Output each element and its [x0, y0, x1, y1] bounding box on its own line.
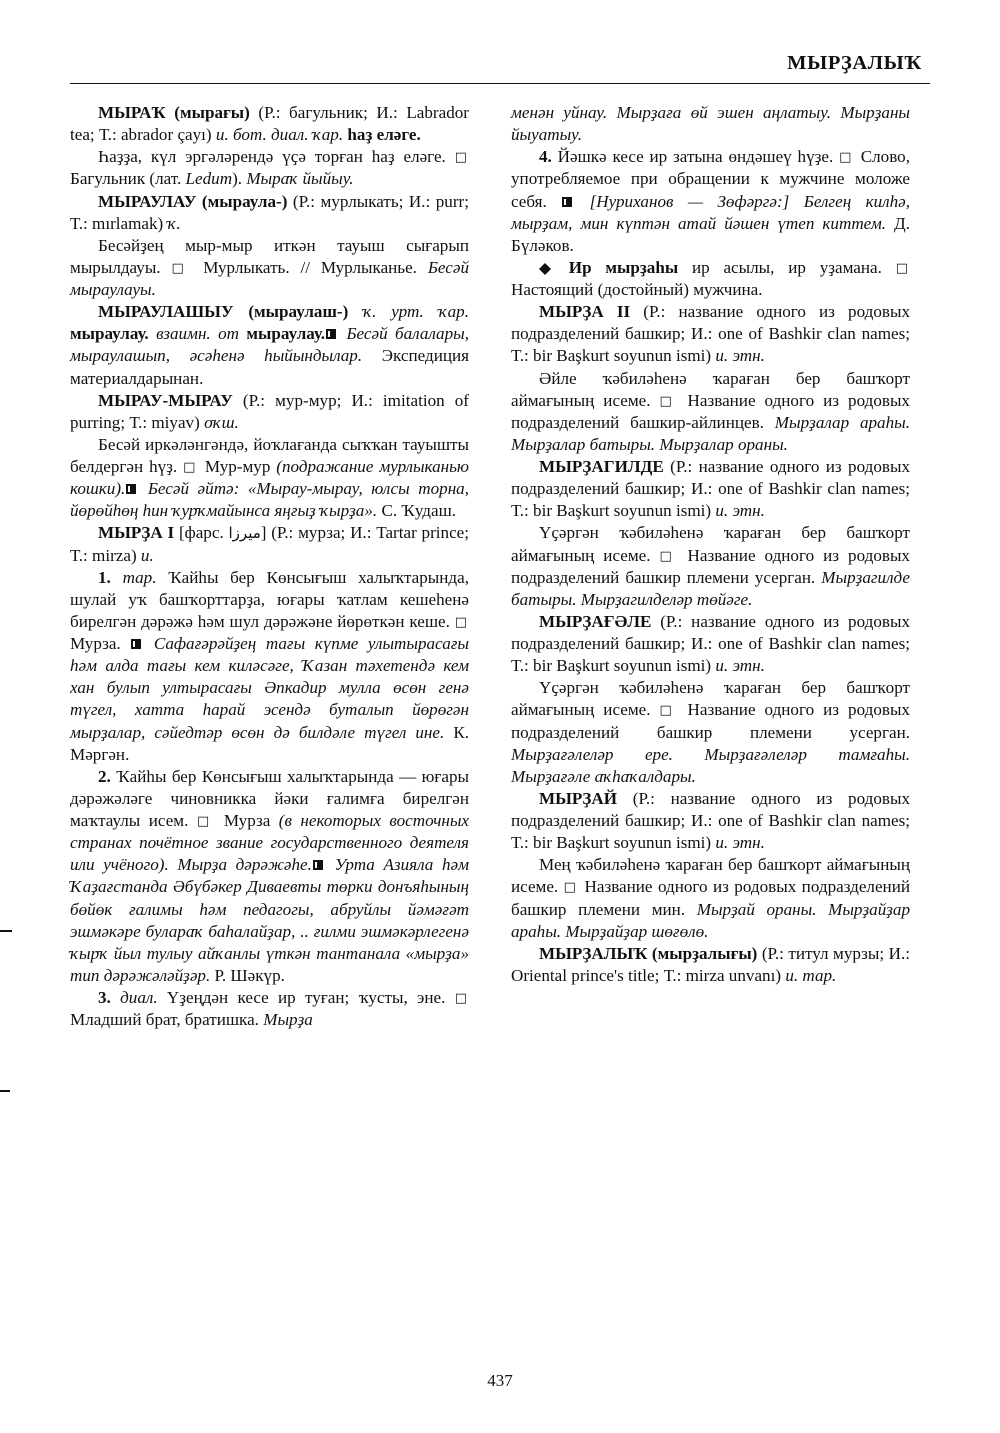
body-text: Ҡайһы бер Көнсығыш халыҡтарында, шулай уҡ башҡорттарҙа, юғары ҡатлам кешеһенә бирелгән дәрәжә һәм шул дәрәжәне йөрөткән кеше. [70, 567, 469, 631]
italic-text: Урта Азияла һәм Ҡаҙағстанда Әбүбәкер Диваевты төрки донъяһының бөйөк ғалимы һәм педагогы, абруйлы йәмәғәт эшмәкәре булараҡ баһалайҙар, .. ғилми эшмәкәрлегенә ҡырҡ йыл тулыу айҡанлы үткән тантанала «мырҙа» тип дәрәжәләйҙәр. [70, 855, 469, 985]
headword: 1. [98, 567, 111, 587]
italic-text: Мырҙай ораны. Мырҙайҙар араһы. Мырҙайҙар шөғөлө. [511, 899, 911, 941]
headword: МЫРАУ-МЫРАУ [98, 390, 233, 410]
body-text: Әйле ҡәбиләһенә ҡараған бер башҡорт аймағының исеме. [511, 368, 910, 410]
body-text: Йәшкә кесе ир затына өндәшеү һүҙе. [551, 147, 840, 167]
arabic-etymology: ميرزا [228, 524, 261, 543]
dict-entry [70, 987, 469, 1031]
dict-entry [70, 235, 469, 301]
headword: МЫРҘАЛЫҠ (мырҙалығы) [539, 943, 758, 963]
dict-entry [511, 102, 910, 146]
open-square-icon: □ [839, 150, 853, 166]
dict-entry [70, 301, 469, 390]
italic-text: Мырҙа [263, 1010, 313, 1030]
dict-entry [511, 611, 910, 677]
headword: МЫРҘА I [98, 523, 175, 543]
body-text: Мурза [215, 811, 279, 830]
body-text: Д. Бүләков. [511, 213, 910, 255]
filled-square-icon [326, 329, 336, 339]
body-text: [фарс. [174, 523, 229, 543]
headword: МЫРҘАГИЛДЕ [539, 457, 664, 476]
dict-entry [70, 191, 469, 235]
body-text: Үҫәргән ҡәбиләһенә ҡараған бер башҡорт аймағының исеме. [511, 523, 910, 565]
headword: Ир мырҙаһы [555, 257, 679, 277]
body-text: (Р.: багульник; И.: Labrador tea; Т.: abrador çayı) [70, 103, 470, 145]
open-square-icon: □ [171, 260, 191, 276]
italic-text: (подражание мурлыканью кошки). [70, 457, 469, 499]
open-square-icon: □ [659, 548, 677, 564]
italic-text: Ledum [185, 169, 233, 189]
filled-square-icon [313, 860, 323, 870]
italic-text: Мыраҡ йыйыу. [246, 169, 354, 189]
dict-entry [511, 522, 910, 611]
headword: МЫРҘАЙ [539, 788, 618, 808]
dict-entry [70, 567, 469, 766]
dict-entry [511, 854, 910, 943]
body-text: Мурза. [70, 634, 131, 653]
body-text: Үҫәргән ҡәбиләһенә ҡараған бер башҡорт аймағының исеме. [511, 678, 910, 720]
body-text: Р. Шәкүр. [210, 965, 285, 985]
header-rule [70, 83, 930, 84]
body-text: Название одного из родовых подразделений башкир-айлинцев. [511, 390, 910, 432]
italic-text: и. этн. [715, 501, 765, 521]
body-text: К. Мәргән. [70, 722, 469, 764]
dict-entry [511, 788, 910, 854]
italic-text: Мырҙагилде батыры. Мырҙагилделәр төйәге. [511, 567, 910, 609]
body-text: (Р.: название одного из родовых подразделений башкир; И.: one of Bashkir clan names; Т.: bir Başkurt soyunun ismi) [511, 788, 910, 853]
body-text: Мур-мур [199, 457, 277, 476]
body-text: С. Ҡудаш. [377, 501, 457, 521]
open-square-icon: □ [563, 880, 578, 896]
column-left [70, 102, 469, 1031]
body-text: ир асылы, ир уҙамана. [678, 257, 896, 277]
italic-text: Бесәй мыраулауы. [70, 257, 469, 299]
dict-entry [511, 456, 910, 522]
italic-text: диал. [110, 988, 158, 1007]
crop-tick-left [0, 930, 12, 932]
open-square-icon: □ [454, 150, 467, 166]
body-text: ). [232, 169, 247, 189]
dict-entry [511, 301, 910, 367]
headword: МЫРҘА II [539, 302, 631, 322]
page-number: 437 [487, 1371, 513, 1390]
dict-entry [70, 766, 469, 987]
headword: һаҙ еләге. [343, 125, 421, 145]
body-text: Ҡайһы бер Көнсығыш халыҡтарында — юғары дәрәжәләге чиновникка йәки ғалимға бирелгән маҡтаулы исем. [70, 766, 469, 830]
body-text: Үҙеңдән кесе ир туған; ҡусты, эне. [157, 988, 455, 1007]
italic-text: Бесәй әйтә: «Мырау-мырау, юлсы торна, йөрөйһөң һин ҡурҡмайынса яңғыҙ ҡырҙа». [70, 479, 469, 521]
headword: 2. [98, 766, 111, 786]
dict-entry [70, 434, 469, 523]
dict-entry [70, 522, 469, 566]
body-text: Название одного из родовых подразделений башкир племени усерган. [511, 700, 910, 742]
body-text: (Р.: мур-мур; И.: imitation of purring; Т.: miyav) [70, 390, 469, 432]
headword: 3. [98, 988, 111, 1007]
body-text: Настоящий (достойный) мужчина. [511, 280, 763, 299]
italic-text: оҡш. [204, 412, 239, 432]
italic-text: и. этн. [715, 656, 765, 676]
body-text: (Р.: название одного из родовых подразделений башкир; И.: one of Bashkir clan names; Т.: bir Başkurt soyunun ismi) [511, 457, 910, 521]
open-square-icon: □ [196, 814, 214, 829]
dict-entry [70, 146, 469, 190]
dict-entry [511, 368, 910, 457]
body-text: Название одного из родовых подразделений башкир племени усерган. [511, 545, 910, 587]
italic-text: ҡ. урт. ҡар. [348, 302, 470, 322]
body-text: Һаҙҙа, күл эргәләрендә үҫә торған һаҙ еләге. [98, 147, 455, 167]
italic-text: Мырҙа дәрәжәһе. [168, 855, 312, 875]
body-text: Слово, употребляемое при обращении к мужчине моложе себя. [511, 147, 910, 211]
italic-text: взаимн. от [148, 324, 239, 344]
headword: мыраулау. [70, 324, 149, 344]
body-text: Экспедиция материалдарынан. [70, 346, 470, 388]
body-text: (Р.: название одного из родовых подразделений башкир; И.: one of Bashkir clan names; Т.: bir Başkurt soyunun ismi) [511, 302, 910, 366]
italic-text: Мырҙағәлеләр ере. Мырҙағәлеләр тамғаһы. Мырҙағәле аҡһаҡалдары. [511, 744, 910, 786]
dict-entry [511, 943, 910, 987]
dict-entry [511, 146, 910, 257]
filled-square-icon [131, 639, 141, 649]
open-square-icon: □ [895, 260, 908, 276]
dict-entry [70, 390, 469, 434]
italic-text: Бесәй балалары, мыраулашып, әсәһенә һыйындылар. [70, 324, 469, 366]
open-square-icon: □ [454, 991, 467, 1006]
body-text: Мең ҡәбиләһенә ҡараған бер башҡорт аймағының исеме. [511, 855, 910, 897]
italic-text: и. [140, 545, 154, 565]
body-text: Название одного из родовых подразделений башкир племени мин. [511, 877, 910, 919]
body-text: (Р.: мурлыкать; И.: purr; Т.: mırlamak) [70, 191, 469, 233]
running-head: МЫРҘАЛЫҠ [787, 52, 922, 74]
italic-text: и. тар. [785, 965, 837, 985]
body-text: ] (Р.: мурза; И.: Tartar prince; Т.: mirza) [70, 523, 470, 565]
italic-text: и. этн. [715, 833, 765, 853]
italic-text: (в некоторых восточных странах почётное звание государственного деятеля или учёного). [70, 811, 469, 875]
filled-square-icon [562, 197, 572, 207]
open-square-icon: □ [183, 460, 198, 475]
body-text: Мурлыкать. // Мурлыканье. [192, 257, 428, 277]
italic-text: [Нуриханов — Зөфәргә:] Белгең килһә, мырҙам, мин күптән атай йәшен үтеп киттем. [511, 191, 910, 233]
dict-entry [511, 257, 910, 301]
text-columns [70, 102, 930, 1031]
body-text: (Р.: титул мурзы; И.: Oriental prince's title; Т.: mirza unvanı) [511, 943, 910, 985]
body-text: Бесәй иркәләнгәндә, йоҡлағанда сыҡҡан тауышты белдергән һүҙ. [70, 434, 469, 476]
dict-entry [70, 102, 469, 146]
filled-square-icon [126, 484, 136, 494]
headword: мыраулау. [239, 324, 326, 344]
open-square-icon: □ [659, 393, 677, 409]
open-square-icon: □ [454, 614, 467, 630]
headword: МЫРАҠ (мырағы) [98, 103, 250, 122]
open-square-icon: □ [659, 703, 677, 719]
body-text: (Р.: название одного из родовых подразделений башкир; И.: one of Bashkir clan names; Т.: bir Başkurt soyunun ismi) [511, 611, 910, 676]
italic-text: и. этн. [715, 346, 765, 366]
body-text: Багульник (лат. [70, 169, 186, 189]
italic-text: Сафағәрәйҙең тағы күпме улытырасағы һәм алда тағы кем киләсәге, Ҡазан тәхетендә кем хан булып ултырасағы Әпкадир мулла өсөн генә түгел, хатта һарай эсендә буталып йөрөгән мырҙалар, сәйедтәр өсөн дә билдәле түгел ине. [70, 634, 469, 742]
italic-text: Мырҙалар араһы. Мырҙалар батыры. Мырҙалар ораны. [511, 412, 910, 454]
italic-text: и. бот. диал. ҡар. [215, 125, 344, 145]
diamond-icon [539, 257, 551, 269]
body-text: Младший брат, братишка. [70, 1010, 264, 1030]
column-right [511, 102, 910, 987]
headword: МЫРАУЛАШЫУ (мыраулаш-) [98, 302, 349, 322]
body-text: Бесәйҙең мыр-мыр иткән тауыш сығарып мырылдауы. [70, 235, 469, 277]
headword: МЫРҘАҒӘЛЕ [539, 611, 652, 631]
italic-text: тар. [110, 567, 157, 587]
crop-tick-left-2 [0, 1090, 10, 1092]
dict-entry [511, 677, 910, 788]
headword: МЫРАУЛАУ (мыраула-) [98, 191, 288, 211]
italic-text: ҡ. [167, 213, 181, 233]
headword: 4. [539, 147, 552, 167]
italic-text: менән уйнау. Мырҙаға өй эшен аңлатыу. Мырҙаны йыуатыу. [511, 103, 910, 145]
